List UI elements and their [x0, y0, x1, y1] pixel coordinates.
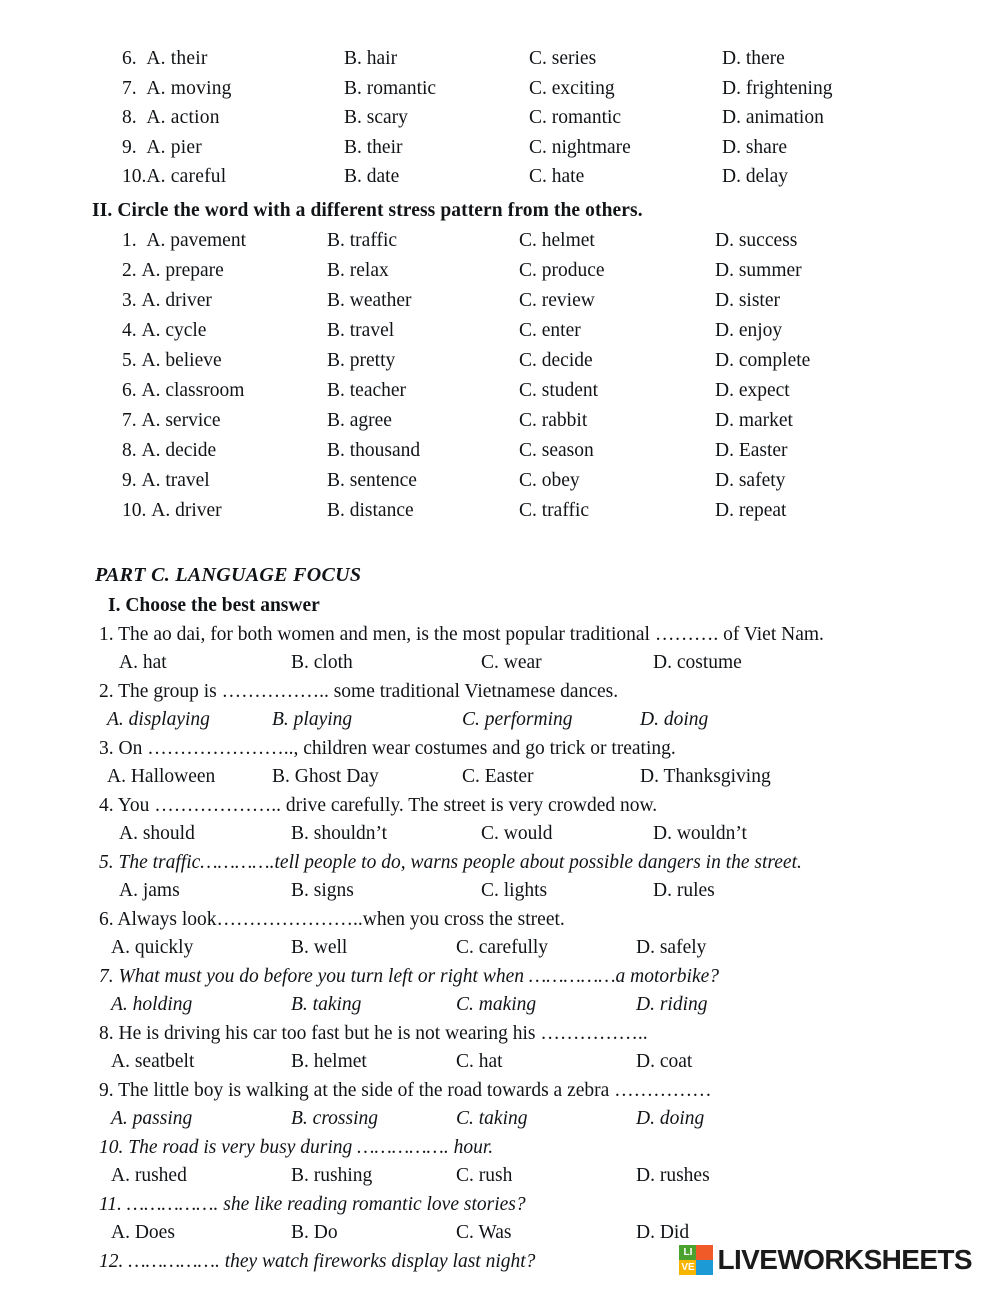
option-a: A. hat [119, 651, 167, 673]
option-d: D. share [722, 136, 787, 158]
option-c: C. romantic [529, 107, 622, 128]
question-row [122, 436, 1000, 466]
question-row [122, 162, 1000, 192]
question-number: 4. [122, 319, 137, 341]
option-b: B. distance [327, 499, 414, 521]
logo-tile-blank-1 [696, 1245, 713, 1260]
option-a: A. cycle [141, 319, 207, 341]
question-number: 8. [122, 439, 137, 461]
part-c-title: PART C. LANGUAGE FOCUS [95, 563, 362, 586]
option-a: A. holding [111, 993, 193, 1015]
option-a: A. pavement [146, 229, 247, 251]
question-text: 3. On ………………….., children wear costumes and go trick or treating. [99, 737, 676, 759]
answer-options [99, 991, 1000, 1019]
option-d: D. summer [715, 259, 802, 281]
question-number: 6. [122, 48, 137, 69]
question-row [122, 346, 1000, 376]
option-d: D. rushes [636, 1164, 710, 1186]
question-number: 9. [122, 469, 137, 491]
question-text: 4. You ……………….. drive carefully. The street is very crowded now. [99, 794, 658, 816]
question-row [122, 103, 1000, 133]
option-a: A. driver [141, 289, 212, 311]
option-a: A. moving [146, 77, 232, 99]
top-question-list [0, 0, 1000, 192]
option-b: B. Do [291, 1221, 338, 1243]
option-c: C. season [519, 439, 594, 461]
option-c: C. performing [462, 708, 573, 730]
option-d: D. Easter [715, 439, 788, 461]
answer-options [99, 1105, 1000, 1133]
logo-tile-ve: VE [681, 1262, 695, 1273]
option-b: B. pretty [327, 349, 396, 371]
option-c: C. helmet [519, 229, 595, 251]
option-c: C. Easter [462, 765, 534, 787]
option-c: C. decide [519, 349, 593, 371]
question-row [122, 286, 1000, 316]
question-number: 8. [122, 107, 137, 128]
question-text: 2. The group is …………….. some traditional Vietnamese dances. [99, 680, 619, 702]
option-d: D. safety [715, 469, 786, 491]
option-a: A. careful [146, 166, 227, 187]
option-d: D. complete [715, 349, 811, 371]
option-c: C. rabbit [519, 409, 588, 431]
option-b: B. hair [344, 48, 398, 69]
option-c: C. exciting [529, 77, 615, 99]
question-row [122, 256, 1000, 286]
answer-options [99, 763, 1000, 791]
option-a: A. should [119, 822, 195, 844]
option-d: D. delay [722, 166, 789, 187]
option-a: A. rushed [111, 1164, 187, 1186]
question-row [122, 406, 1000, 436]
option-b: B. relax [327, 259, 389, 281]
option-c: C. rush [456, 1164, 513, 1186]
question-text: 6. Always look…………………..when you cross the street. [99, 908, 565, 930]
option-d: D. repeat [715, 499, 787, 521]
option-c: C. obey [519, 469, 580, 491]
option-d: D. doing [640, 708, 709, 730]
option-d: D. market [715, 409, 793, 431]
question-row [122, 44, 1000, 74]
section-stress-heading: II. Circle the word with a different stress pattern from the others. [92, 199, 643, 221]
option-a: A. decide [141, 439, 217, 461]
question-number: 5. [122, 349, 137, 371]
option-b: B. traffic [327, 229, 398, 251]
option-c: C. nightmare [529, 136, 631, 158]
option-b: B. shouldn’t [291, 822, 388, 844]
question-text: 9. The little boy is walking at the side of the road towards a zebra …………… [99, 1079, 712, 1101]
question-number: 10. [122, 499, 147, 521]
option-a: A. believe [141, 349, 222, 371]
question-text: 8. He is driving his car too fast but he is not wearing his …………….. [99, 1022, 648, 1044]
option-c: C. wear [481, 651, 542, 673]
option-a: A. pier [146, 136, 202, 158]
option-a: A. their [146, 48, 208, 69]
option-d: D. there [722, 48, 785, 69]
option-b: B. date [344, 166, 400, 187]
option-a: A. quickly [111, 936, 194, 958]
option-d: D. animation [722, 107, 824, 128]
option-a: A. Halloween [107, 765, 216, 787]
question-row [122, 133, 1000, 163]
logo-mark-icon [679, 1245, 713, 1275]
question-number: 7. [122, 77, 137, 99]
option-b: B. scary [344, 107, 408, 128]
option-c: C. would [481, 822, 553, 844]
question-number: 9. [122, 136, 137, 158]
answer-options [99, 649, 1000, 677]
option-a: A. displaying [107, 708, 210, 730]
option-b: B. well [291, 936, 348, 958]
logo-tile-blank-2 [696, 1260, 713, 1275]
option-c: C. hat [456, 1050, 503, 1072]
logo-tile-li: LI [679, 1245, 696, 1260]
option-b: B. thousand [327, 439, 421, 461]
option-b: B. travel [327, 319, 395, 341]
answer-options [99, 706, 1000, 734]
answer-options [99, 877, 1000, 905]
question-row [122, 466, 1000, 496]
option-d: D. costume [653, 651, 742, 673]
option-b: B. cloth [291, 651, 353, 673]
option-c: C. making [456, 993, 537, 1015]
question-row [122, 376, 1000, 406]
option-b: B. sentence [327, 469, 417, 491]
option-a: A. Does [111, 1221, 175, 1243]
logo-text: LIVEWORKSHEETS [717, 1244, 972, 1275]
option-d: D. wouldn’t [653, 822, 747, 844]
option-d: D. sister [715, 289, 780, 311]
option-b: B. Ghost Day [272, 765, 379, 787]
option-d: D. doing [636, 1107, 705, 1129]
option-b: B. weather [327, 289, 412, 311]
option-d: D. riding [636, 993, 708, 1015]
option-c: C. review [519, 289, 595, 311]
option-d: D. Thanksgiving [640, 765, 771, 787]
option-c: C. taking [456, 1107, 528, 1129]
question-number: 1. [122, 229, 137, 251]
option-d: D. safely [636, 936, 707, 958]
option-a: A. seatbelt [111, 1050, 195, 1072]
option-a: A. classroom [141, 379, 245, 401]
part-c-subtitle: I. Choose the best answer [108, 594, 320, 616]
option-b: B. crossing [291, 1107, 379, 1129]
option-b: B. helmet [291, 1050, 367, 1072]
option-a: A. service [141, 409, 221, 431]
option-d: D. success [715, 229, 798, 251]
question-text: 7. What must you do before you turn left or right when ……………a motorbike? [99, 965, 720, 987]
option-a: A. jams [119, 879, 180, 901]
option-c: C. carefully [456, 936, 549, 958]
option-b: B. romantic [344, 77, 437, 99]
question-row [122, 226, 1000, 256]
answer-options [99, 820, 1000, 848]
option-b: B. agree [327, 409, 392, 431]
option-c: C. lights [481, 879, 548, 901]
option-b: B. playing [272, 708, 353, 730]
question-number: 2. [122, 259, 137, 281]
option-d: D. frightening [722, 77, 833, 99]
option-d: D. expect [715, 379, 790, 401]
option-c: C. hate [529, 166, 585, 187]
option-d: D. coat [636, 1050, 693, 1072]
option-a: A. travel [141, 469, 210, 491]
question-text: 1. The ao dai, for both women and men, is the most popular traditional ………. of Viet Nam. [99, 623, 824, 645]
question-text: 12. ……………. they watch fireworks display last night? [99, 1250, 536, 1272]
option-c: C. series [529, 48, 597, 69]
option-d: D. rules [653, 879, 715, 901]
option-b: B. signs [291, 879, 354, 901]
option-b: B. rushing [291, 1164, 373, 1186]
question-row [122, 316, 1000, 346]
option-a: A. prepare [141, 259, 224, 281]
option-b: B. taking [291, 993, 362, 1015]
answer-options [99, 1219, 1000, 1247]
liveworksheets-logo [679, 1244, 972, 1276]
question-row [122, 496, 1000, 526]
option-c: C. produce [519, 259, 605, 281]
option-a: A. driver [151, 499, 222, 521]
option-a: A. passing [111, 1107, 193, 1129]
question-number: 7. [122, 409, 137, 431]
answer-options [99, 1048, 1000, 1076]
option-c: C. student [519, 379, 599, 401]
option-c: C. Was [456, 1221, 512, 1243]
option-a: A. action [146, 107, 220, 128]
question-text: 11. ……………. she like reading romantic love stories? [99, 1193, 526, 1215]
language-focus-questions [0, 621, 1000, 1276]
answer-options [99, 1162, 1000, 1190]
question-number: 6. [122, 379, 137, 401]
option-d: D. enjoy [715, 319, 783, 341]
option-b: B. their [344, 136, 403, 158]
question-row [122, 74, 1000, 104]
question-text: 5. The traffic………….tell people to do, warns people about possible dangers in the street. [99, 851, 802, 873]
question-number: 3. [122, 289, 137, 311]
option-c: C. enter [519, 319, 581, 341]
option-c: C. traffic [519, 499, 590, 521]
question-text: 10. The road is very busy during ……………. hour. [99, 1136, 494, 1158]
option-b: B. teacher [327, 379, 407, 401]
question-number: 10. [122, 166, 147, 187]
option-d: D. Did [636, 1221, 690, 1243]
answer-options [99, 934, 1000, 962]
stress-question-list [0, 226, 1000, 526]
